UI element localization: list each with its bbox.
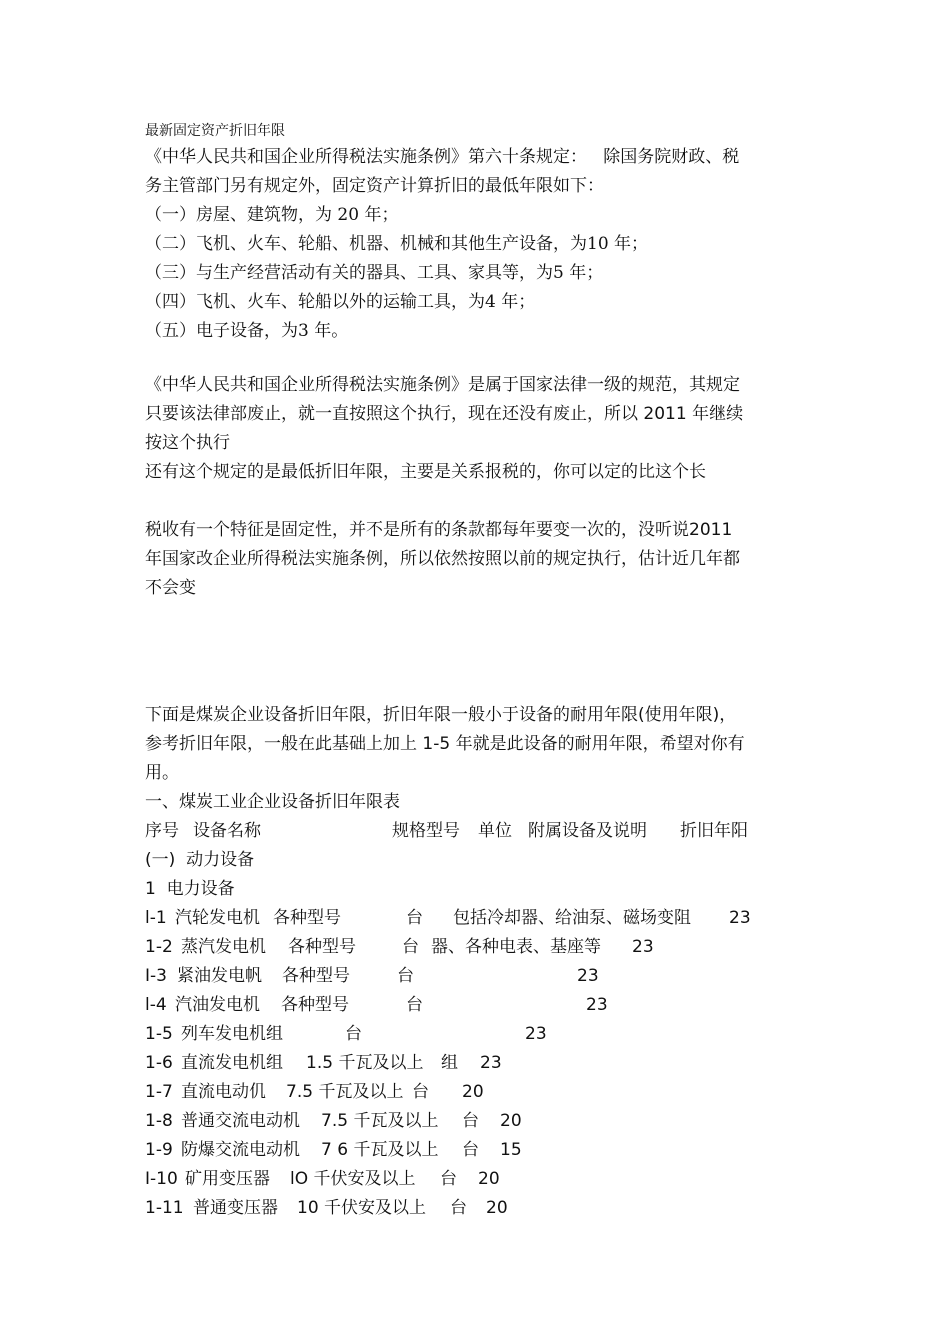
intro-line: （四）飞机、火车、轮船以外的运输工具，为4 年； bbox=[145, 292, 536, 312]
row-unit: 组 bbox=[441, 1053, 458, 1073]
paragraph-line: 税收有一个特征是固定性，并不是所有的条款都每年要变一次的，没听说2011 bbox=[145, 520, 733, 540]
row-spec: 各种型号 bbox=[281, 995, 349, 1015]
row-unit: 台 bbox=[440, 1169, 457, 1189]
row-no: 1-5 bbox=[145, 1024, 173, 1044]
intro-line: 《中华人民共和国企业所得税法实施条例》第六十条规定： 除国务院财政、税 bbox=[145, 147, 740, 167]
row-unit: 台 bbox=[462, 1140, 479, 1160]
paragraph-line: 用。 bbox=[145, 763, 179, 783]
paragraph-line: 还有这个规定的是最低折旧年限，主要是关系报税的，你可以定的比这个长 bbox=[145, 462, 706, 482]
row-name: 直流电动仉 bbox=[181, 1082, 266, 1102]
row-name: 汽油发电机 bbox=[175, 995, 260, 1015]
table-title: 一、煤炭工业企业设备折旧年限表 bbox=[145, 792, 400, 812]
row-name: 汽轮发电机 bbox=[175, 908, 260, 928]
table-header-cell: 折旧年阳 bbox=[680, 821, 748, 841]
intro-line: （五）电子设备，为3 年。 bbox=[145, 321, 349, 341]
row-spec: lO 千伏安及以上 bbox=[290, 1169, 416, 1189]
intro-line: 务主管部门另有规定外，固定资产计算折旧的最低年限如下： bbox=[145, 176, 604, 196]
row-years: 20 bbox=[500, 1111, 522, 1131]
paragraph-line: 只要该法律部废止，就一直按照这个执行，现在还没有废止，所以 2011 年继续 bbox=[145, 404, 744, 424]
row-spec: 各种型号 bbox=[282, 966, 350, 986]
row-spec: 7.5 千瓦及以上 bbox=[321, 1111, 439, 1131]
row-no: 1-9 bbox=[145, 1140, 173, 1160]
row-no: l-1 bbox=[145, 908, 167, 928]
row-note: 器、各种电表、基座等 bbox=[431, 937, 601, 957]
paragraph-line: 年国家改企业所得税法实施条例，所以依然按照以前的规定执行，估计近几年都 bbox=[145, 549, 740, 569]
intro-line: （一）房屋、建筑物，为 20 年； bbox=[145, 205, 399, 225]
row-no: 1-11 bbox=[145, 1198, 184, 1218]
row-no: I-10 bbox=[145, 1169, 178, 1189]
section-heading: (一) 动力设备 bbox=[145, 850, 255, 870]
row-unit: 台 bbox=[345, 1024, 362, 1044]
row-no: 1-2 bbox=[145, 937, 173, 957]
intro-line: （三）与生产经营活动有关的器具、工具、家具等，为5 年； bbox=[145, 263, 604, 283]
row-unit: 台 bbox=[462, 1111, 479, 1131]
row-no: l-4 bbox=[145, 995, 167, 1015]
row-spec: 10 千伏安及以上 bbox=[297, 1198, 427, 1218]
row-name: 列车发电机组 bbox=[181, 1024, 283, 1044]
paragraph-line: 不会变 bbox=[145, 578, 196, 598]
row-name: 矿用变压器 bbox=[185, 1169, 270, 1189]
row-years: 23 bbox=[480, 1053, 502, 1073]
table-header-cell: 单位 bbox=[478, 821, 512, 841]
row-years: 23 bbox=[525, 1024, 547, 1044]
row-unit: 台 bbox=[450, 1198, 467, 1218]
row-spec: 1.5 千瓦及以上 bbox=[306, 1053, 424, 1073]
row-years: 20 bbox=[486, 1198, 508, 1218]
row-note: 包括冷却器、给油泵、磁场变阻 bbox=[453, 908, 691, 928]
paragraph-line: 按这个执行 bbox=[145, 433, 230, 453]
row-no: 1-6 bbox=[145, 1053, 173, 1073]
row-spec: 各种型号 bbox=[273, 908, 341, 928]
row-spec: 各种型号 bbox=[288, 937, 356, 957]
row-spec: 7 6 千瓦及以上 bbox=[321, 1140, 439, 1160]
table-header-cell: 设备名称 bbox=[193, 821, 261, 841]
doc-title: 最新固定资产折旧年限 bbox=[145, 123, 285, 139]
row-unit: 台 bbox=[397, 966, 414, 986]
row-years: 23 bbox=[577, 966, 599, 986]
row-years: 20 bbox=[478, 1169, 500, 1189]
row-name: 防爆交流电动机 bbox=[181, 1140, 300, 1160]
subsection-heading: 1 电力设备 bbox=[145, 879, 235, 899]
row-years: 23 bbox=[729, 908, 751, 928]
row-years: 20 bbox=[462, 1082, 484, 1102]
row-no: 1-8 bbox=[145, 1111, 173, 1131]
row-years: 23 bbox=[586, 995, 608, 1015]
row-unit: 台 bbox=[406, 908, 423, 928]
intro-line: （二）飞机、火车、轮船、机器、机械和其他生产设备，为10 年； bbox=[145, 234, 649, 254]
row-years: 15 bbox=[500, 1140, 522, 1160]
row-years: 23 bbox=[632, 937, 654, 957]
row-name: 蒸汽发电机 bbox=[181, 937, 266, 957]
table-header-cell: 序号 bbox=[145, 821, 179, 841]
row-unit: 台 bbox=[406, 995, 423, 1015]
paragraph-line: 《中华人民共和国企业所得税法实施条例》是属于国家法律一级的规范，其规定 bbox=[145, 375, 740, 395]
table-header-cell: 规格型号 bbox=[392, 821, 460, 841]
row-unit: 台 bbox=[412, 1082, 429, 1102]
row-unit: 台 bbox=[402, 937, 419, 957]
table-header-cell: 附属设备及说明 bbox=[528, 821, 647, 841]
row-spec: 7.5 千瓦及以上 bbox=[286, 1082, 404, 1102]
row-no: 1-7 bbox=[145, 1082, 173, 1102]
row-name: 普通变压器 bbox=[193, 1198, 278, 1218]
row-no: I-3 bbox=[145, 966, 167, 986]
row-name: 紧油发电帆 bbox=[177, 966, 262, 986]
paragraph-line: 参考折旧年限，一般在此基础上加上 1-5 年就是此设备的耐用年限，希望对你有 bbox=[145, 734, 745, 754]
row-name: 直流发电机组 bbox=[181, 1053, 283, 1073]
paragraph-line: 下面是煤炭企业设备折旧年限，折旧年限一般小于设备的耐用年限(使用年限)， bbox=[145, 705, 737, 725]
row-name: 普通交流电动机 bbox=[181, 1111, 300, 1131]
